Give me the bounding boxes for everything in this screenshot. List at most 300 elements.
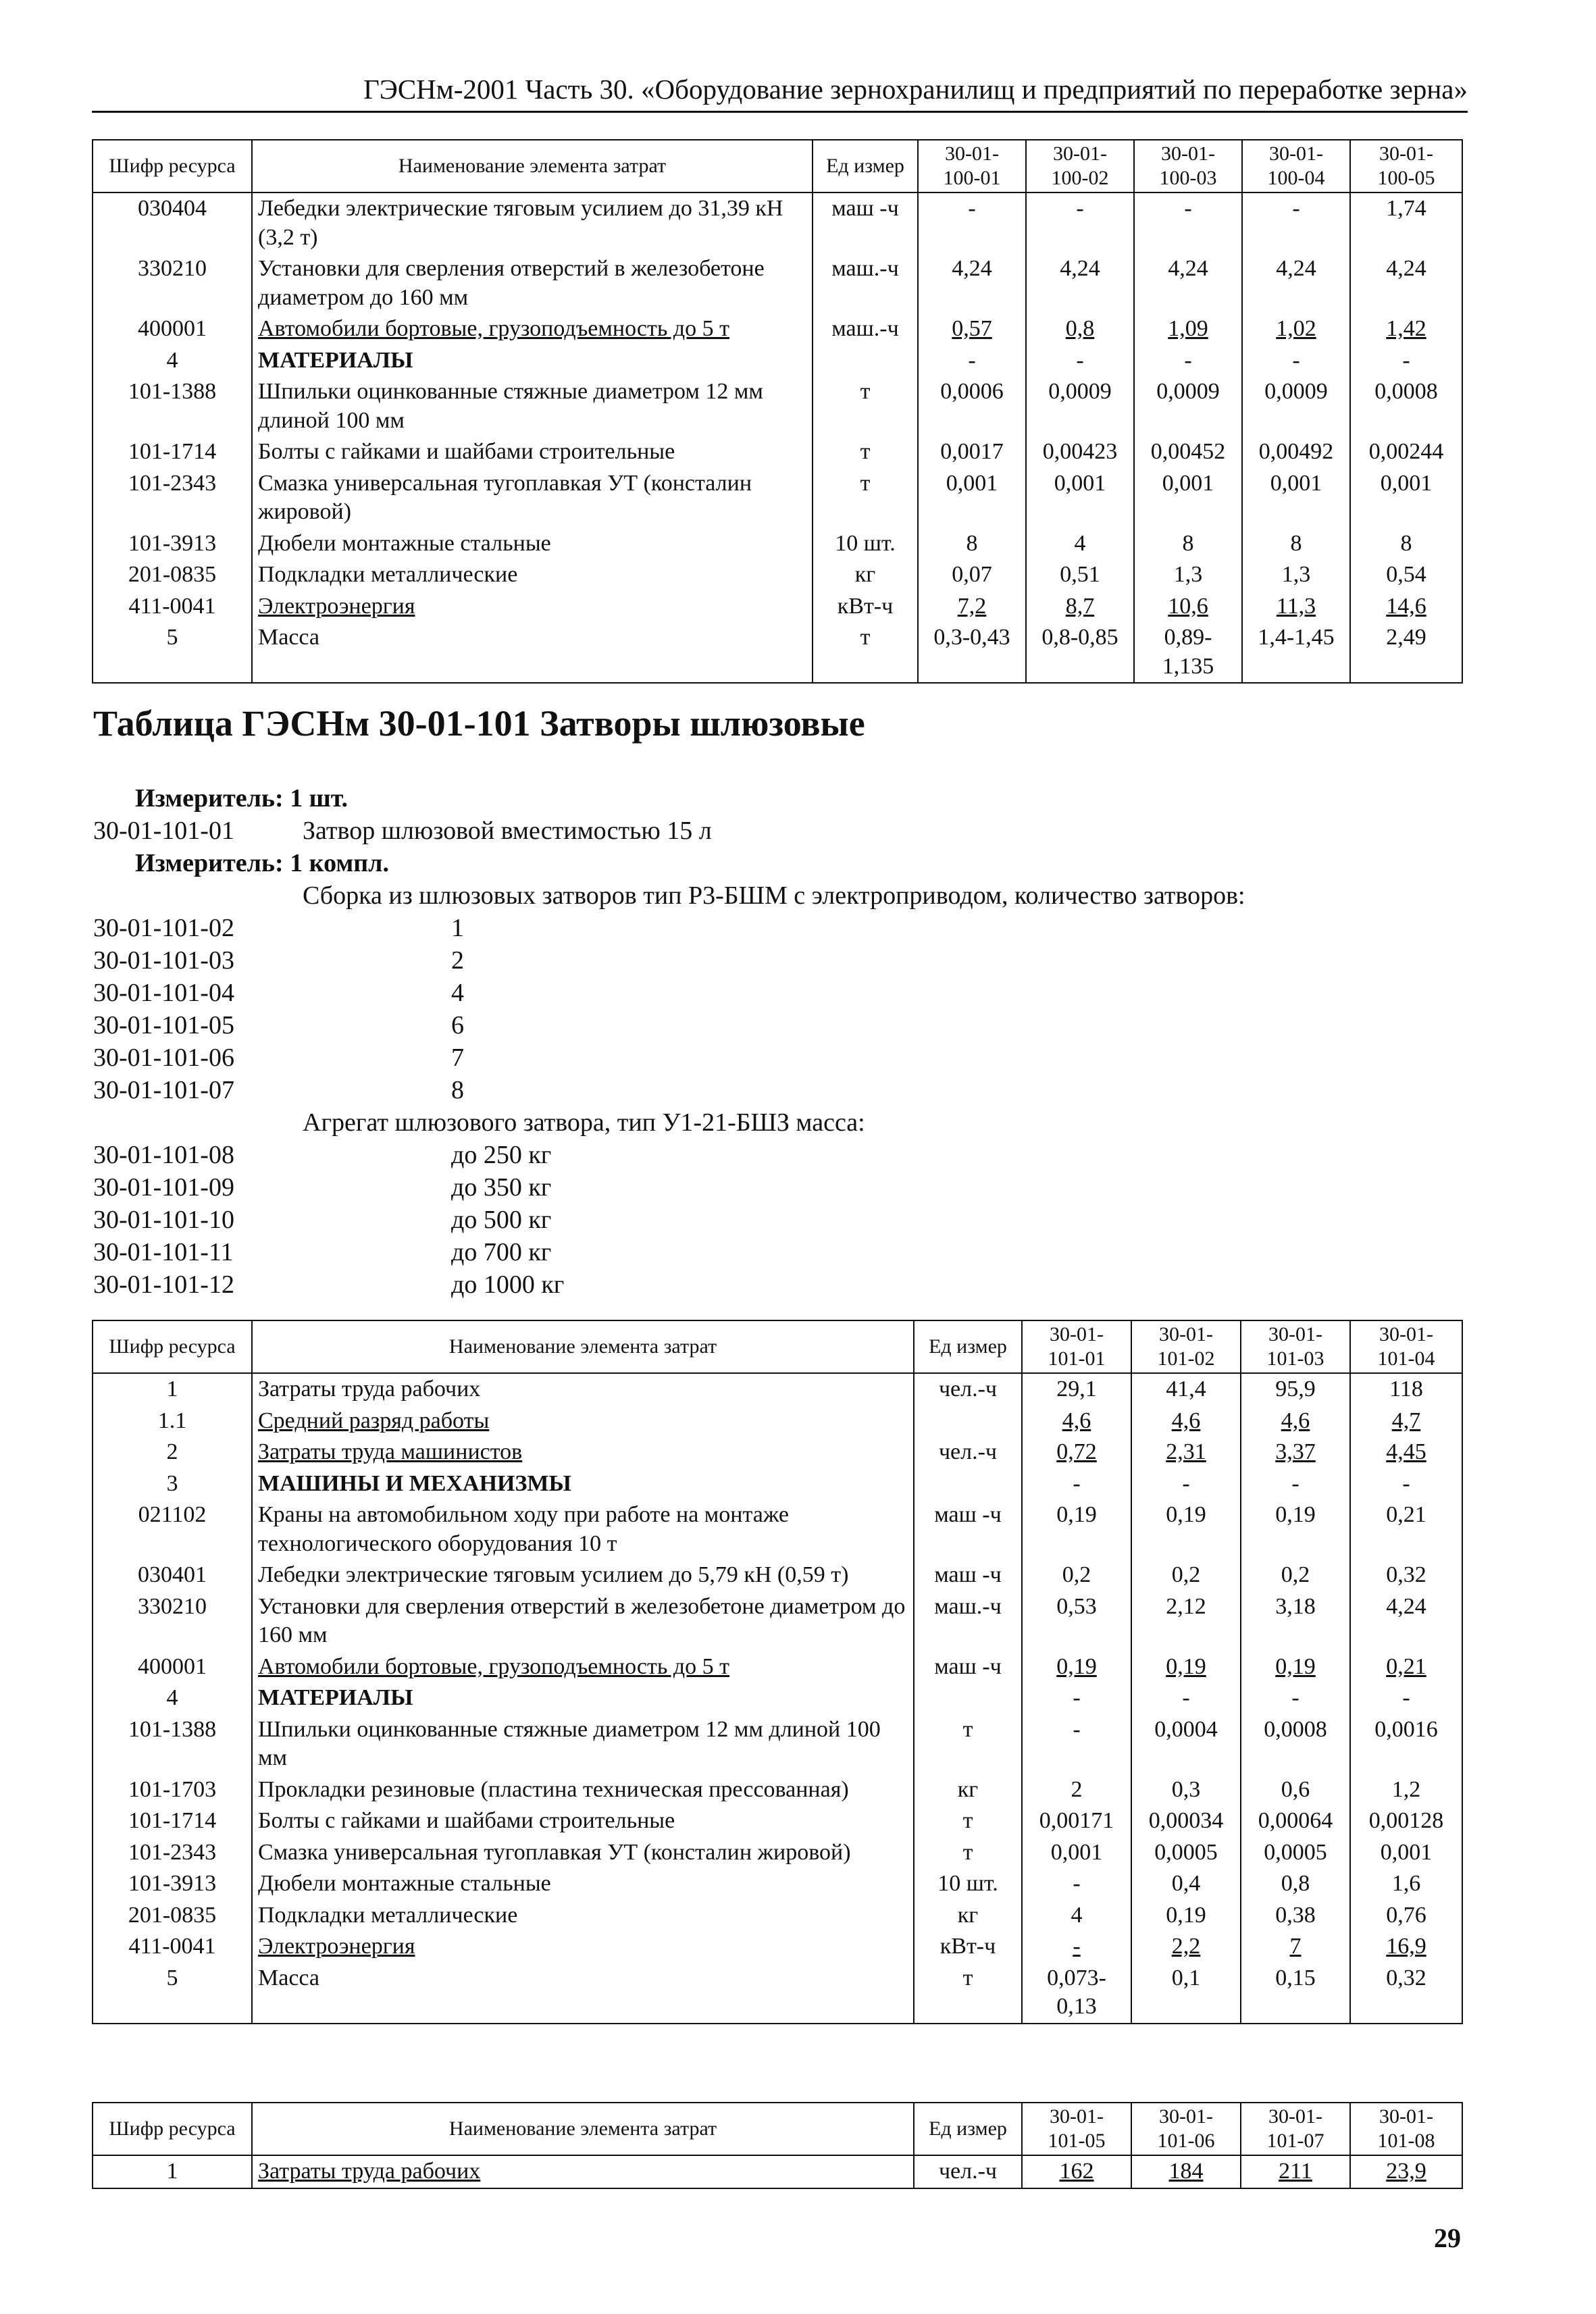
- norm-value: [1241, 1406, 1350, 1437]
- resource-name-text: Затраты труда рабочих: [258, 1377, 481, 1402]
- norm-value-text: 2,31: [1166, 1439, 1206, 1464]
- resource-code: 3: [93, 1468, 252, 1500]
- resource-code: 330210: [93, 1591, 252, 1651]
- resource-code: 101-1714: [93, 436, 252, 468]
- table-row: [93, 1837, 1462, 1869]
- norm-value-text: 0,8: [1065, 316, 1095, 341]
- resource-unit: т: [914, 1837, 1022, 1869]
- norm-value: [1026, 468, 1134, 528]
- norm-value-text: 1,3: [1281, 562, 1311, 587]
- norm-value-text: 4,24: [952, 256, 992, 281]
- table-row: [93, 1900, 1462, 1932]
- resource-code: 5: [93, 622, 252, 683]
- norm-value-text: 7,2: [957, 593, 987, 619]
- norm-value: [918, 192, 1026, 253]
- resource-name: [252, 253, 813, 313]
- norm-value: [1022, 1591, 1131, 1651]
- norm-value: [1350, 622, 1462, 683]
- norm-value: [1241, 1805, 1350, 1837]
- resource-name-text: Дюбели монтажные стальные: [258, 1871, 551, 1896]
- resource-code: 411-0041: [93, 591, 252, 623]
- norm-value: [1241, 1868, 1350, 1900]
- norm-value: [1241, 1468, 1350, 1500]
- resource-name-text: Прокладки резиновые (пластина техническая прессованная): [258, 1776, 849, 1802]
- header-name: Наименование элемента затрат: [252, 1320, 914, 1373]
- spec-item: [93, 1173, 551, 1202]
- norm-value-text: -: [1292, 196, 1300, 221]
- norm-value-text: -: [968, 347, 976, 373]
- resource-name: [252, 1805, 914, 1837]
- norm-value: [1026, 591, 1134, 623]
- norm-value-text: 4,7: [1391, 1408, 1421, 1433]
- norm-value-text: 7: [1289, 1934, 1302, 1959]
- norm-value: [1131, 1499, 1241, 1560]
- norm-value: [918, 253, 1026, 313]
- spec-item: [93, 1140, 551, 1170]
- norm-value-text: 1,3: [1173, 562, 1203, 587]
- norm-value: [1022, 1805, 1131, 1837]
- norm-value-text: 0,72: [1056, 1439, 1097, 1464]
- norm-value: [1134, 192, 1242, 253]
- norm-value-text: 0,19: [1166, 1502, 1206, 1527]
- resource-unit: чел.-ч: [914, 2155, 1022, 2188]
- resource-unit: чел.-ч: [914, 1373, 1022, 1406]
- norm-value: [1350, 1682, 1462, 1714]
- spec-item: [93, 978, 464, 1008]
- spec-code: 30-01-101-10: [93, 1206, 234, 1234]
- norm-value-text: 8: [1290, 530, 1302, 556]
- resource-name: [252, 376, 813, 436]
- norm-value: [1241, 1591, 1350, 1651]
- spec-code: 30-01-101-01: [93, 817, 234, 845]
- resource-unit: кВт-ч: [813, 591, 918, 623]
- resource-name: [252, 192, 813, 253]
- resource-unit: т: [813, 468, 918, 528]
- measure-label: Измеритель:: [135, 849, 284, 877]
- resource-name: [252, 1931, 914, 1963]
- norm-value-text: 29,1: [1056, 1377, 1097, 1402]
- norm-value-text: -: [1073, 1685, 1081, 1710]
- norm-value: [1242, 591, 1350, 623]
- norm-value-text: 0,19: [1275, 1502, 1316, 1527]
- norm-value: [1131, 1591, 1241, 1651]
- norm-value: [918, 313, 1026, 345]
- header-norm-code: 30-01- 101-02: [1131, 1320, 1241, 1373]
- resource-name-text: Подкладки металлические: [258, 1902, 518, 1928]
- resource-name-text: Масса: [258, 625, 320, 650]
- norm-value-text: 0,38: [1275, 1902, 1316, 1928]
- resource-code: 1: [93, 2155, 252, 2188]
- norm-value-text: 0,19: [1056, 1653, 1097, 1679]
- resource-name-text: Затраты труда рабочих: [258, 2159, 481, 2184]
- spec-desc: 2: [451, 946, 464, 975]
- resource-name-text: Подкладки металлические: [258, 562, 518, 587]
- norm-value-text: 1,2: [1391, 1776, 1421, 1802]
- norm-value-text: -: [1184, 196, 1192, 221]
- norm-value-text: 0,19: [1166, 1902, 1206, 1928]
- norm-value-text: 4,24: [1276, 256, 1316, 281]
- norm-value: [1350, 1963, 1462, 2024]
- resource-code: 5: [93, 1963, 252, 2024]
- norm-value: [1241, 1682, 1350, 1714]
- header-code: Шифр ресурса: [93, 2103, 252, 2155]
- resource-unit: маш -ч: [813, 192, 918, 253]
- spec-desc: 1: [451, 914, 464, 942]
- norm-value-text: -: [1291, 1685, 1299, 1710]
- header-norm-code: 30-01- 101-07: [1241, 2103, 1350, 2155]
- spec-code: 30-01-101-06: [93, 1044, 234, 1072]
- norm-value: [918, 376, 1026, 436]
- norm-value-text: 16,9: [1386, 1934, 1426, 1959]
- measure-label: Измеритель:: [135, 784, 284, 813]
- resource-name: [252, 1373, 914, 1406]
- norm-value: [1241, 1437, 1350, 1468]
- norm-value-text: 4,24: [1060, 256, 1100, 281]
- norm-value: [1350, 1868, 1462, 1900]
- norm-value-text: 0,00128: [1368, 1808, 1444, 1833]
- resource-name-text: Шпильки оцинкованные стяжные диаметром 12 мм длиной 100 мм: [258, 1716, 881, 1770]
- norm-value-text: 1,6: [1391, 1871, 1421, 1896]
- resource-name: [252, 1651, 914, 1683]
- norm-value-text: 0,0004: [1154, 1716, 1218, 1742]
- norm-value: [1350, 1437, 1462, 1468]
- resource-code: 2: [93, 1437, 252, 1468]
- table-row: [93, 591, 1462, 623]
- resource-code: 1: [93, 1373, 252, 1406]
- resource-code: 101-3913: [93, 528, 252, 560]
- resource-code: 400001: [93, 1651, 252, 1683]
- norm-value-text: 0,21: [1386, 1653, 1426, 1679]
- resource-unit: т: [813, 376, 918, 436]
- resource-name: [252, 559, 813, 591]
- table-row: [93, 376, 1462, 436]
- norm-value: [1350, 1805, 1462, 1837]
- norm-value: [1022, 1931, 1131, 1963]
- resource-unit: кг: [813, 559, 918, 591]
- resource-name: [252, 1682, 914, 1714]
- norm-value-text: 4: [1071, 1902, 1083, 1928]
- resource-code: 400001: [93, 313, 252, 345]
- norm-value-text: 0,51: [1060, 562, 1100, 587]
- resource-unit: маш -ч: [914, 1499, 1022, 1560]
- norm-value: [1350, 192, 1462, 253]
- resource-name: [252, 1406, 914, 1437]
- norm-value: [1022, 1868, 1131, 1900]
- resource-unit: т: [914, 1714, 1022, 1774]
- resource-code: 101-1388: [93, 1714, 252, 1774]
- spec-item: [93, 913, 464, 943]
- norm-value: [1241, 1499, 1350, 1560]
- norm-value-text: 0,3-0,43: [933, 625, 1010, 650]
- resource-name-text: Затраты труда машинистов: [258, 1439, 523, 1464]
- norm-value: [1026, 622, 1134, 683]
- norm-value: [1022, 1837, 1131, 1869]
- spec-desc: 4: [451, 979, 464, 1007]
- norm-value-text: 14,6: [1386, 593, 1426, 619]
- table-row: [93, 1714, 1462, 1774]
- norm-value: [1134, 253, 1242, 313]
- resource-code: 030401: [93, 1560, 252, 1591]
- resource-name: [252, 1868, 914, 1900]
- spec-item: [93, 1270, 564, 1300]
- header-code: Шифр ресурса: [93, 1320, 252, 1373]
- norm-value: [1350, 1900, 1462, 1932]
- norm-value: [1350, 376, 1462, 436]
- resource-unit: маш.-ч: [813, 313, 918, 345]
- resource-name: [252, 528, 813, 560]
- norm-value-text: -: [1073, 1716, 1081, 1742]
- norm-value: [1350, 1714, 1462, 1774]
- resource-unit: кг: [914, 1774, 1022, 1806]
- resource-unit: кВт-ч: [914, 1931, 1022, 1963]
- norm-value-text: 41,4: [1166, 1377, 1206, 1402]
- norm-value: [1350, 2155, 1462, 2188]
- resource-unit: маш.-ч: [813, 253, 918, 313]
- resource-code: 101-1703: [93, 1774, 252, 1806]
- norm-value: [1241, 2155, 1350, 2188]
- resource-name: [252, 1837, 914, 1869]
- norm-value-text: 184: [1168, 2159, 1204, 2184]
- norm-value-text: 0,8-0,85: [1041, 625, 1118, 650]
- norm-value-text: 1,09: [1168, 316, 1208, 341]
- spec-code: 30-01-101-04: [93, 979, 234, 1007]
- norm-value-text: 1,02: [1276, 316, 1316, 341]
- spec-code: 30-01-101-08: [93, 1141, 234, 1169]
- norm-value-text: 10,6: [1168, 593, 1208, 619]
- table-row: [93, 1406, 1462, 1437]
- norm-value-text: 0,54: [1386, 562, 1426, 587]
- resource-unit: т: [813, 436, 918, 468]
- norm-value-text: 0,0009: [1048, 379, 1112, 404]
- norm-value-text: 2,12: [1166, 1593, 1206, 1619]
- spec-desc: 8: [451, 1076, 464, 1104]
- header-unit: Ед измер: [813, 140, 918, 192]
- norm-value: [1242, 345, 1350, 377]
- norm-value-text: -: [1073, 1871, 1081, 1896]
- resource-unit: т: [813, 622, 918, 683]
- norm-value-text: 1,74: [1386, 196, 1426, 221]
- measure-line-1: [135, 783, 348, 813]
- header-norm-code: 30-01- 101-03: [1241, 1320, 1350, 1373]
- norm-value-text: -: [1291, 1470, 1299, 1496]
- norm-value-text: 0,8: [1281, 1871, 1310, 1896]
- resource-unit: 10 шт.: [813, 528, 918, 560]
- spec-item: [93, 1205, 551, 1235]
- norm-value: [1022, 1651, 1131, 1683]
- norm-value: [1026, 313, 1134, 345]
- norm-value: [1350, 559, 1462, 591]
- norm-value-text: 0,001: [1054, 470, 1106, 496]
- table-row: [93, 1499, 1462, 1560]
- table-row: [93, 1437, 1462, 1468]
- spec-code: 30-01-101-02: [93, 914, 234, 942]
- norm-value: [1242, 622, 1350, 683]
- resource-unit: т: [914, 1805, 1022, 1837]
- norm-value: [1350, 313, 1462, 345]
- header-norm-code: 30-01- 100-03: [1134, 140, 1242, 192]
- norm-value: [1242, 376, 1350, 436]
- table-row: [93, 1468, 1462, 1500]
- spec-item: [93, 1075, 464, 1105]
- norm-value: [1131, 1437, 1241, 1468]
- norm-value: [1131, 1931, 1241, 1963]
- resource-name-text: Болты с гайками и шайбами строительные: [258, 439, 675, 464]
- norm-value-text: -: [1076, 196, 1084, 221]
- norm-value-text: 0,00423: [1042, 439, 1118, 464]
- table-row: [93, 1591, 1462, 1651]
- norm-value: [1350, 591, 1462, 623]
- norm-value-text: 1,4-1,45: [1258, 625, 1335, 650]
- table-header-row: [93, 2103, 1462, 2155]
- resource-name: [252, 468, 813, 528]
- norm-value-text: -: [1402, 1685, 1410, 1710]
- spec-desc: до 1000 кг: [451, 1270, 565, 1299]
- norm-value-text: 0,001: [1270, 470, 1322, 496]
- norm-value: [1350, 1406, 1462, 1437]
- norm-value-text: 0,001: [1380, 470, 1433, 496]
- norm-value-text: 0,001: [1162, 470, 1214, 496]
- norm-value: [1350, 1373, 1462, 1406]
- norm-value: [1134, 345, 1242, 377]
- header-rule: [92, 111, 1468, 113]
- norm-value-text: 0,0009: [1156, 379, 1220, 404]
- table-row: [93, 468, 1462, 528]
- table-row: [93, 192, 1462, 253]
- norm-value: [1022, 1468, 1131, 1500]
- norm-value-text: 8,7: [1065, 593, 1095, 619]
- spec-code: 30-01-101-11: [93, 1238, 234, 1266]
- norm-value: [1131, 1406, 1241, 1437]
- norm-value: [1026, 528, 1134, 560]
- resource-unit: [914, 1406, 1022, 1437]
- norm-value: [1131, 1774, 1241, 1806]
- norm-value: [1350, 253, 1462, 313]
- header-name: Наименование элемента затрат: [252, 140, 813, 192]
- table-row: [93, 1373, 1462, 1406]
- header-norm-code: 30-01- 100-01: [918, 140, 1026, 192]
- resource-name-text: Смазка универсальная тугоплавкая УТ (консталин жировой): [258, 1839, 851, 1865]
- resource-unit: 10 шт.: [914, 1868, 1022, 1900]
- measure-line-2: [135, 848, 389, 878]
- norm-value: [918, 622, 1026, 683]
- norm-value: [1026, 436, 1134, 468]
- header-norm-code: 30-01- 101-08: [1350, 2103, 1462, 2155]
- resource-code: 101-2343: [93, 1837, 252, 1869]
- header-norm-code: 30-01- 101-01: [1022, 1320, 1131, 1373]
- norm-value: [1242, 313, 1350, 345]
- norm-value: [1350, 1931, 1462, 1963]
- norm-value: [1242, 436, 1350, 468]
- norm-value-text: 0,0016: [1374, 1716, 1438, 1742]
- norm-value: [1134, 559, 1242, 591]
- header-norm-code: 30-01- 100-05: [1350, 140, 1462, 192]
- norm-value-text: 4,24: [1386, 1593, 1426, 1619]
- norm-value: [1242, 468, 1350, 528]
- resource-name: [252, 436, 813, 468]
- norm-value-text: 4,24: [1168, 256, 1208, 281]
- resource-unit: кг: [914, 1900, 1022, 1932]
- norm-value-text: 0,0005: [1264, 1839, 1327, 1865]
- table-row: [93, 1931, 1462, 1963]
- spec-group-heading: Агрегат шлюзового затвора, тип У1-21-БШЗ масса:: [303, 1108, 865, 1137]
- spec-code: 30-01-101-03: [93, 946, 234, 975]
- norm-value-text: 0,0008: [1374, 379, 1438, 404]
- norm-value: [1131, 1868, 1241, 1900]
- norm-value-text: -: [1073, 1934, 1081, 1959]
- norm-value: [1022, 1373, 1131, 1406]
- norm-value: [1022, 1437, 1131, 1468]
- norm-value-text: 23,9: [1386, 2159, 1426, 2184]
- norm-value: [1026, 345, 1134, 377]
- resource-name-text: Электроэнергия: [258, 1934, 415, 1959]
- running-header: ГЭСНм-2001 Часть 30. «Оборудование зернохранилищ и предприятий по переработке зерна»: [363, 74, 1468, 105]
- resource-unit: маш -ч: [914, 1560, 1022, 1591]
- norm-value: [1241, 1963, 1350, 2024]
- table-row: [93, 1963, 1462, 2024]
- norm-value-text: 0,00492: [1258, 439, 1334, 464]
- norm-value-text: 0,0017: [940, 439, 1004, 464]
- norm-value-text: 0,15: [1275, 1965, 1316, 1990]
- spec-group-heading: Сборка из шлюзовых затворов тип Р3-БШМ с электроприводом, количество затворов:: [303, 881, 1245, 910]
- norm-value: [918, 591, 1026, 623]
- table-row: [93, 345, 1462, 377]
- norm-value-text: 0,001: [1050, 1839, 1103, 1865]
- resource-name: [252, 622, 813, 683]
- norm-value-text: -: [1402, 1470, 1410, 1496]
- norm-value-text: 0,07: [952, 562, 992, 587]
- norm-value: [918, 528, 1026, 560]
- norm-table-30-01-100: [92, 139, 1463, 684]
- norm-value-text: 2,2: [1171, 1934, 1201, 1959]
- norm-value: [1350, 1468, 1462, 1500]
- resource-name-text: Электроэнергия: [258, 593, 415, 619]
- resource-unit: [914, 1682, 1022, 1714]
- resource-name: [252, 1714, 914, 1774]
- norm-value: [1022, 1499, 1131, 1560]
- header-code: Шифр ресурса: [93, 140, 252, 192]
- norm-value: [1134, 528, 1242, 560]
- norm-value: [1350, 1591, 1462, 1651]
- resource-code: 201-0835: [93, 1900, 252, 1932]
- resource-code: 411-0041: [93, 1931, 252, 1963]
- norm-value: [1022, 1774, 1131, 1806]
- norm-value-text: 0,00034: [1148, 1808, 1224, 1833]
- norm-value: [1134, 313, 1242, 345]
- norm-value-text: 0,0009: [1264, 379, 1328, 404]
- norm-value: [1026, 559, 1134, 591]
- norm-value: [918, 468, 1026, 528]
- norm-value: [1134, 436, 1242, 468]
- resource-name-text: Автомобили бортовые, грузоподъемность до 5 т: [258, 316, 730, 341]
- resource-name: [252, 1560, 914, 1591]
- norm-value: [1131, 1963, 1241, 2024]
- norm-value-text: 0,89- 1,135: [1162, 625, 1214, 679]
- norm-value: [1134, 376, 1242, 436]
- resource-code: 1.1: [93, 1406, 252, 1437]
- norm-value-text: 4,6: [1281, 1408, 1310, 1433]
- resource-name-text: Шпильки оцинкованные стяжные диаметром 12 мм длиной 100 мм: [258, 379, 763, 433]
- table-row: [93, 1805, 1462, 1837]
- norm-value-text: 8: [966, 530, 978, 556]
- table-row: [93, 1868, 1462, 1900]
- norm-value-text: -: [1076, 347, 1084, 373]
- header-norm-code: 30-01- 101-06: [1131, 2103, 1241, 2155]
- resource-unit: маш -ч: [914, 1651, 1022, 1683]
- norm-value-text: 4,24: [1386, 256, 1426, 281]
- spec-code: 30-01-101-05: [93, 1011, 234, 1039]
- norm-value-text: 8: [1182, 530, 1194, 556]
- table-row: [93, 622, 1462, 683]
